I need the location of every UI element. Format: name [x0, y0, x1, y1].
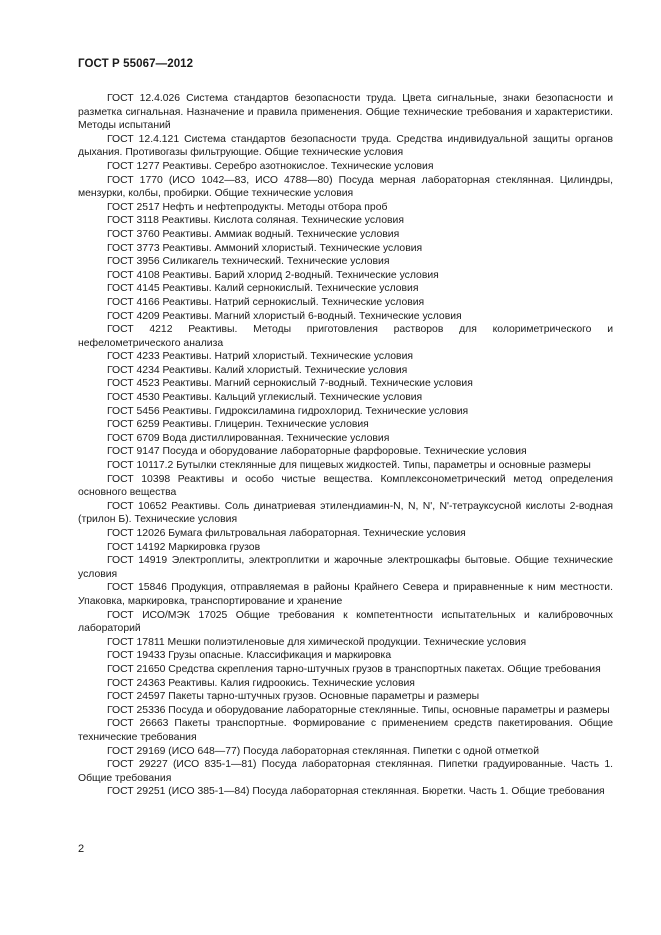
reference-item: ГОСТ 2517 Нефть и нефтепродукты. Методы отбора проб	[107, 201, 388, 213]
reference-item: ГОСТ ИСО/МЭК 17025 Общие требования к компетентности испытательных и калибровочных лабораторий	[78, 609, 613, 635]
reference-item: ГОСТ 4166 Реактивы. Натрий сернокислый. Технические условия	[107, 296, 425, 308]
reference-item: ГОСТ 4523 Реактивы. Магний сернокислый 7-водный. Технические условия	[107, 378, 473, 390]
reference-item: ГОСТ 1770 (ИСО 1042—83, ИСО 4788—80) Посуда мерная лабораторная стеклянная. Цилиндры, мензурки, колбы, пробирки. Общие технические условия	[78, 174, 613, 200]
reference-item: ГОСТ 24597 Пакеты тарно-штучных грузов. Основные параметры и размеры	[107, 691, 480, 703]
reference-item: ГОСТ 3118 Реактивы. Кислота соляная. Технические условия	[107, 215, 404, 227]
reference-item: ГОСТ 14192 Маркировка грузов	[107, 541, 261, 553]
reference-item: ГОСТ 26663 Пакеты транспортные. Формирование с применением средств пакетирования. Общие технические требования	[78, 718, 613, 743]
reference-item: ГОСТ 4209 Реактивы. Магний хлористый 6-водный. Технические условия	[107, 310, 462, 322]
page-number: 2	[78, 843, 85, 855]
reference-item: ГОСТ 10652 Реактивы. Соль динатриевая этилендиамин-N, N, N', N'-тетрауксусной кислоты 2-водная (трилон Б). Технические условия	[78, 500, 613, 526]
reference-item: ГОСТ 17811 Мешки полиэтиленовые для химической продукции. Технические условия	[107, 636, 527, 648]
reference-item: ГОСТ 12.4.121 Система стандартов безопасности труда. Средства индивидуальной защиты органов дыхания. Противогазы фильтрующие. Общие технические условия	[78, 133, 613, 159]
reference-item: ГОСТ 24363 Реактивы. Калия гидроокись. Технические условия	[107, 677, 415, 689]
reference-item: ГОСТ 9147 Посуда и оборудование лабораторные фарфоровые. Технические условия	[107, 446, 527, 458]
reference-item: ГОСТ 6259 Реактивы. Глицерин. Технические условия	[107, 419, 369, 431]
reference-item: ГОСТ 3760 Реактивы. Аммиак водный. Технические условия	[107, 228, 400, 240]
reference-item: ГОСТ 12026 Бумага фильтровальная лабораторная. Технические условия	[107, 528, 466, 539]
reference-item: ГОСТ 14919 Электроплиты, электроплитки и жарочные электрошкафы бытовые. Общие технические условия	[78, 555, 613, 580]
reference-item: ГОСТ 4234 Реактивы. Калий хлористый. Технические условия	[107, 364, 408, 376]
reference-item: ГОСТ 29169 (ИСО 648—77) Посуда лабораторная стеклянная. Пипетки с одной отметкой	[107, 745, 540, 757]
reference-item: ГОСТ 15846 Продукция, отправляемая в районы Крайнего Севера и приравненные к ним местности. Упаковка, маркировка, транспортирование и хранение	[78, 582, 613, 607]
reference-item: ГОСТ 3956 Силикагель технический. Технические условия	[107, 256, 390, 268]
reference-item: ГОСТ 6709 Вода дистиллированная. Технические условия	[107, 432, 390, 444]
reference-item: ГОСТ 21650 Средства скрепления тарно-штучных грузов в транспортных пакетах. Общие требования	[107, 663, 601, 675]
reference-item: ГОСТ 10117.2 Бутылки стеклянные для пищевых жидкостей. Типы, параметры и основные размеры	[107, 460, 591, 472]
reference-item: ГОСТ 1277 Реактивы. Серебро азотнокислое. Технические условия	[107, 160, 434, 172]
reference-item: ГОСТ 4212 Реактивы. Методы приготовления растворов для колориметрического и нефелометрического анализа	[78, 324, 613, 349]
reference-item: ГОСТ 4530 Реактивы. Кальций углекислый. Технические условия	[107, 392, 423, 404]
reference-item: ГОСТ 19433 Грузы опасные. Классификация и маркировка	[107, 650, 392, 662]
reference-item: ГОСТ 25336 Посуда и оборудование лабораторные стеклянные. Типы, основные параметры и размеры	[107, 704, 610, 716]
reference-item: ГОСТ 29251 (ИСО 385-1—84) Посуда лабораторная стеклянная. Бюретки. Часть 1. Общие требования	[107, 786, 605, 798]
reference-item: ГОСТ 3773 Реактивы. Аммоний хлористый. Технические условия	[107, 242, 423, 254]
reference-item: ГОСТ 4145 Реактивы. Калий сернокислый. Технические условия	[107, 283, 419, 295]
reference-item: ГОСТ 29227 (ИСО 835-1—81) Посуда лабораторная стеклянная. Пипетки градуированные. Часть 1. Общие требования	[78, 759, 613, 784]
reference-item: ГОСТ 12.4.026 Система стандартов безопасности труда. Цвета сигнальные, знаки безопасности и разметка сигнальная. Назначение и правила применения. Общие технические требования и характеристики. Методы испытаний	[78, 93, 613, 132]
page-header: ГОСТ Р 55067—2012	[78, 58, 194, 70]
reference-item: ГОСТ 10398 Реактивы и особо чистые вещества. Комплексонометрический метод определения основного вещества	[78, 473, 613, 499]
reference-item: ГОСТ 4108 Реактивы. Барий хлорид 2-водный. Технические условия	[107, 269, 439, 281]
reference-item: ГОСТ 5456 Реактивы. Гидроксиламина гидрохлорид. Технические условия	[107, 405, 469, 417]
reference-item: ГОСТ 4233 Реактивы. Натрий хлористый. Технические условия	[107, 351, 413, 363]
normative-references-list	[78, 92, 613, 799]
